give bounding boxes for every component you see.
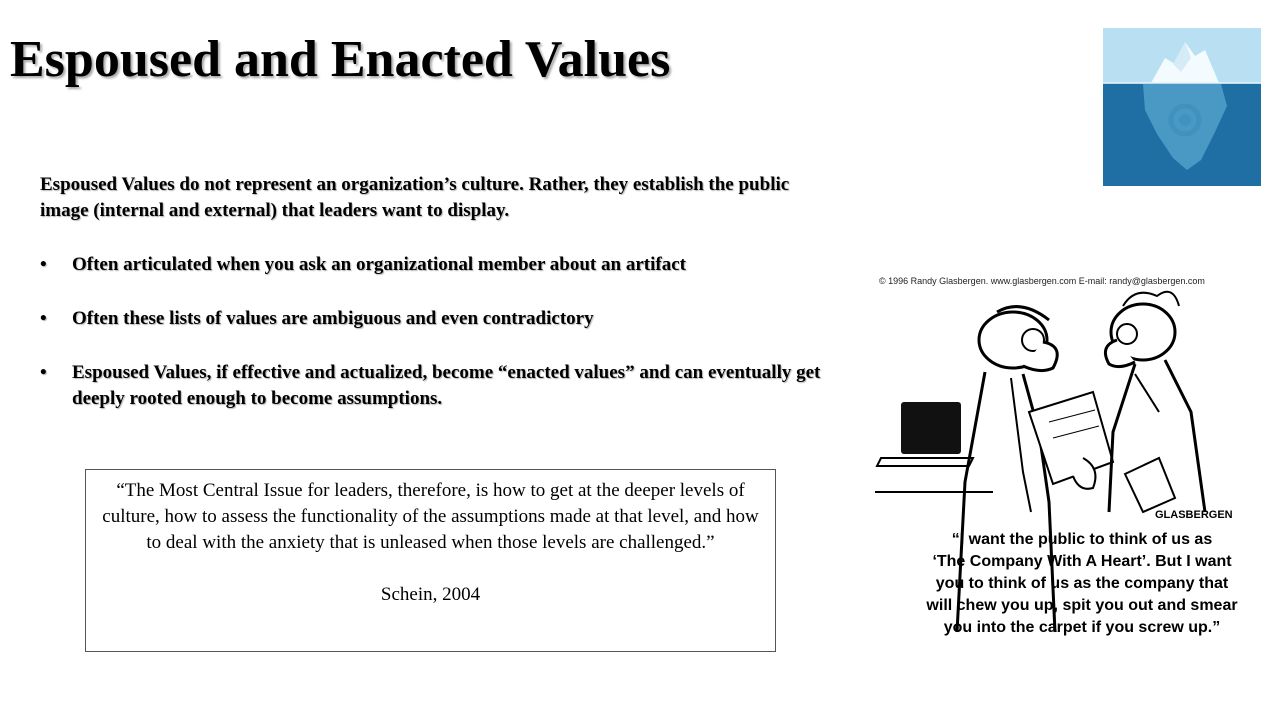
slide-title: Espoused and Enacted Values <box>10 31 671 88</box>
cartoon-caption-line: will chew you up, spit you out and smear <box>926 597 1238 614</box>
intro-paragraph: Espoused Values do not represent an organization’s culture. Rather, they establish the public image (internal and external) that leaders want to display. <box>40 174 790 221</box>
bullet-icon: • <box>40 254 47 275</box>
cartoon-caption-line: ‘The Company With A Heart’. But I want <box>932 553 1232 570</box>
bullet-icon: • <box>40 308 47 329</box>
cartoon-caption-line: you to think of us as the company that <box>935 575 1229 592</box>
bullet-icon: • <box>40 362 47 383</box>
iceberg-image <box>1103 28 1261 186</box>
bullet-item <box>40 360 840 412</box>
slide-body <box>40 172 840 412</box>
bullet-text: Often these lists of values are ambiguous and even contradictory <box>72 308 594 329</box>
cartoon-credit: © 1996 Randy Glasbergen. www.glasbergen.com E-mail: randy@glasbergen.com <box>879 276 1205 286</box>
quote-text: “The Most Central Issue for leaders, therefore, is how to get at the deeper levels of culture, how to assess the functionality of the assumptions made at that level, and how to deal with the anxiety that is unleased when those levels are challenged.” <box>102 480 759 553</box>
quote-citation: Schein, 2004 <box>380 584 481 605</box>
bullet-list <box>40 252 840 412</box>
cartoon-caption-line: “I want the public to think of us as <box>951 531 1213 548</box>
bullet-item <box>40 252 840 278</box>
bullet-text: Espoused Values, if effective and actualized, become “enacted values” and can eventually get deeply rooted enough to become assumptions. <box>72 362 821 409</box>
quote-box <box>85 469 776 652</box>
cartoon-caption-line: you into the carpet if you screw up.” <box>943 619 1221 636</box>
bullet-item <box>40 306 840 332</box>
bullet-text: Often articulated when you ask an organizational member about an artifact <box>72 254 686 275</box>
cartoon-illustration <box>873 262 1256 647</box>
cartoon-signature: GLASBERGEN <box>1155 509 1233 521</box>
